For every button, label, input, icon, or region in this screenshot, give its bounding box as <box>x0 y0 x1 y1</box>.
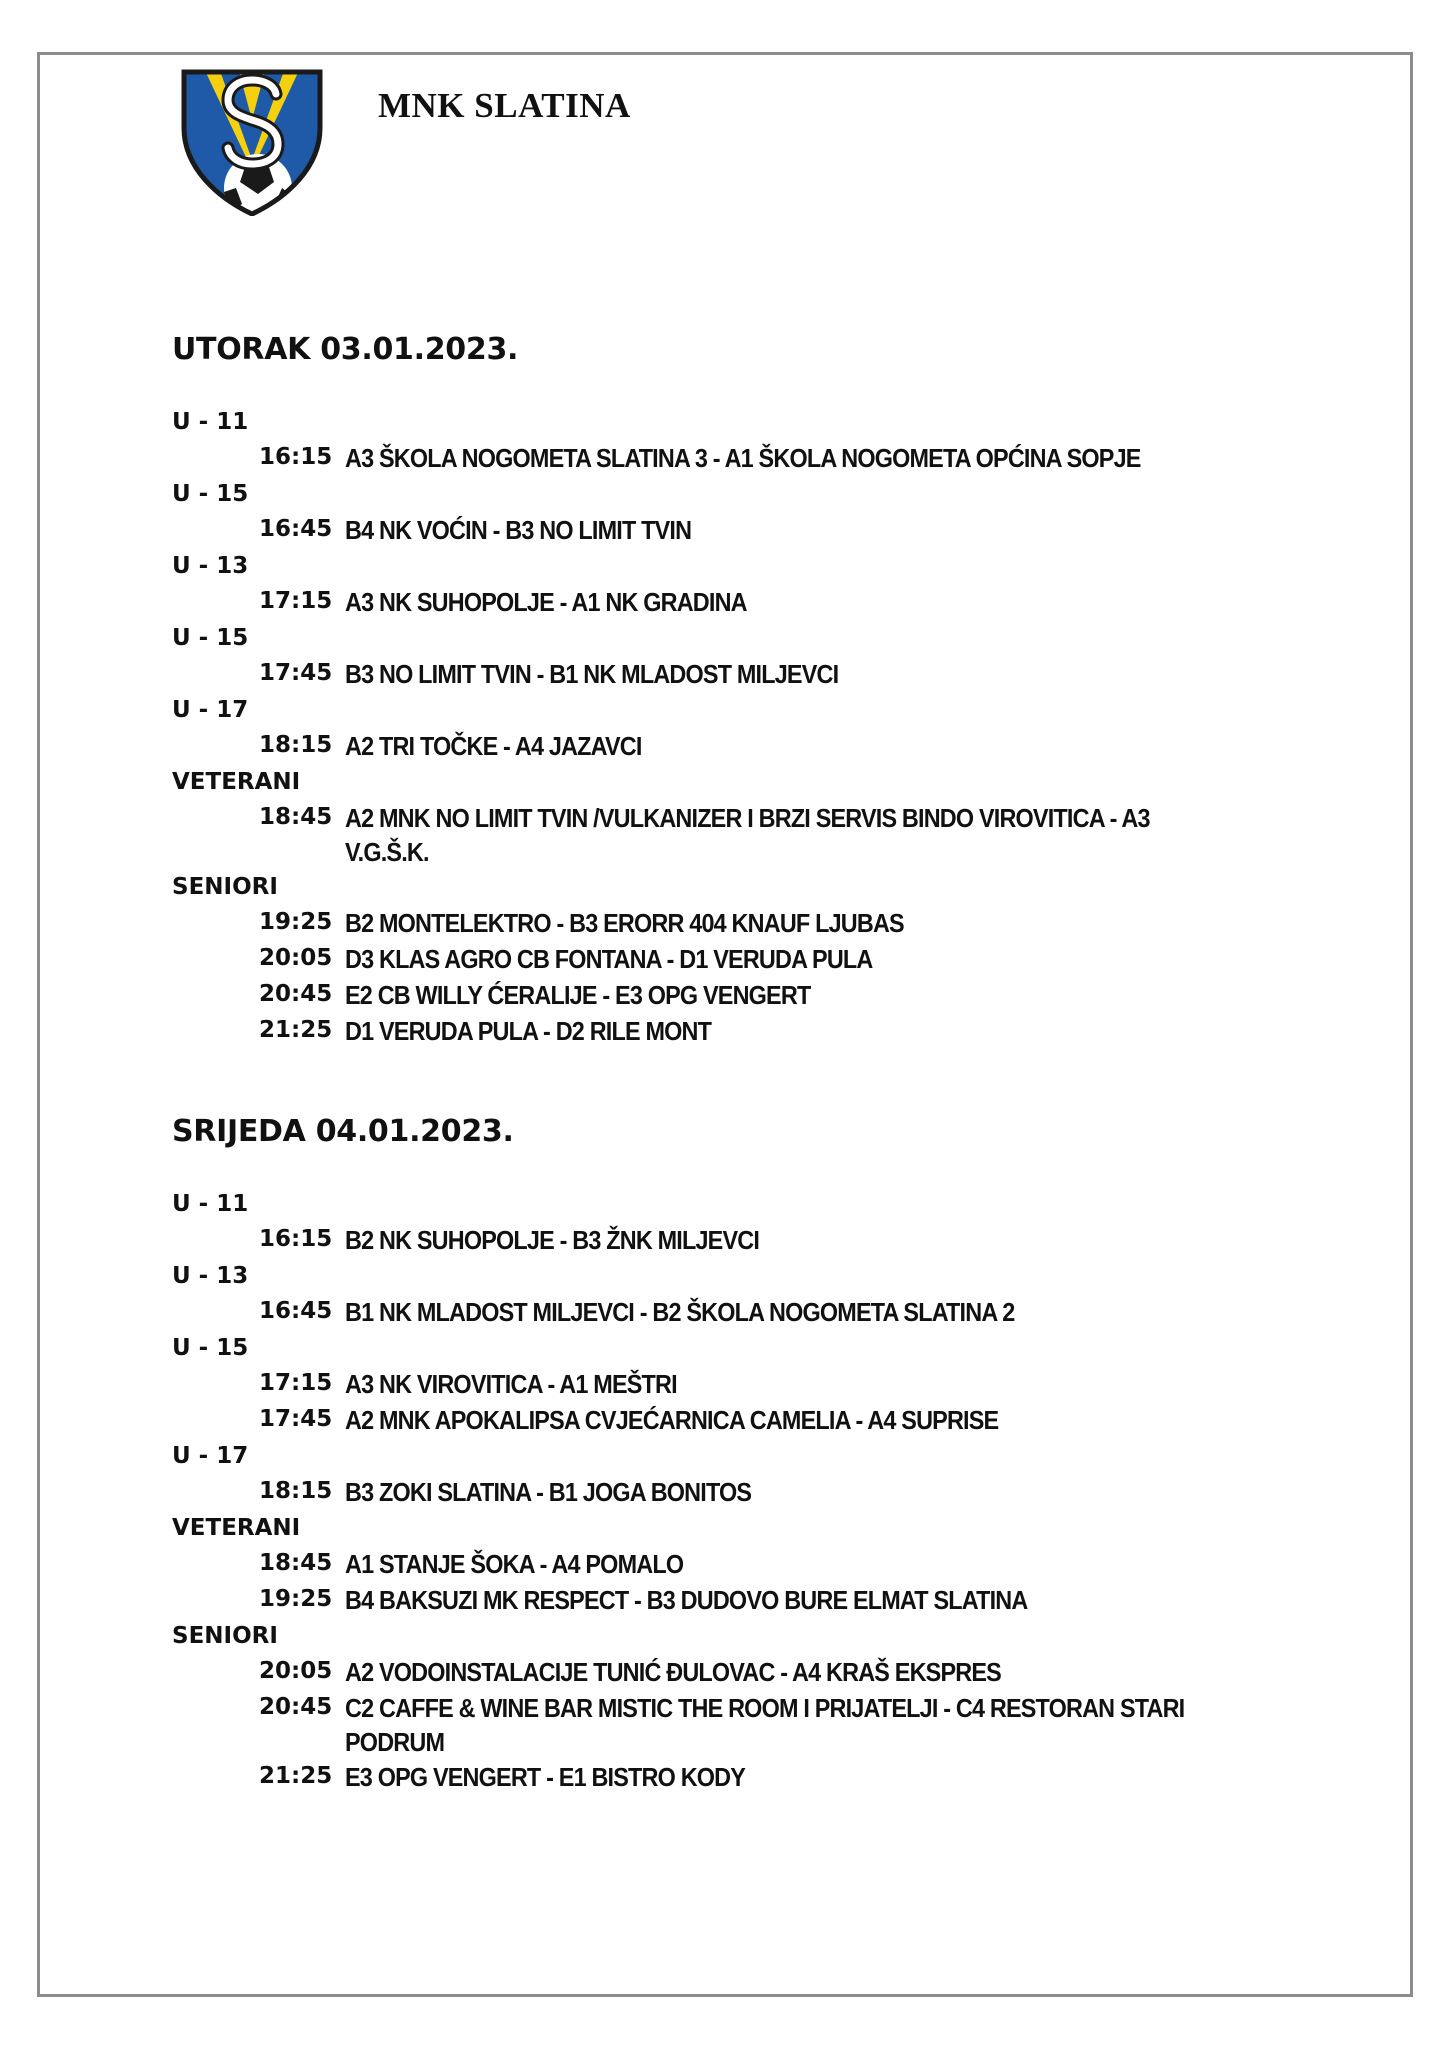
match-time: 18:15 <box>259 1478 333 1504</box>
match-time: 19:25 <box>259 1586 333 1612</box>
day-heading: UTORAK 03.01.2023. <box>172 332 519 367</box>
match-teams: E3 OPG VENGERT - E1 BISTRO KODY <box>345 1762 746 1792</box>
club-crest-icon <box>178 60 326 216</box>
match-time: 16:45 <box>259 1298 333 1324</box>
match-teams: B2 NK SUHOPOLJE - B3 ŽNK MILJEVCI <box>345 1225 760 1255</box>
day-schedule-tuesday <box>172 332 1312 1049</box>
match-time: 20:45 <box>259 1694 333 1720</box>
category-label: VETERANI <box>172 1515 301 1541</box>
match-time: 21:25 <box>259 1017 333 1043</box>
category-label: U - 15 <box>172 1335 249 1361</box>
match-time: 16:45 <box>259 516 333 542</box>
match-time: 20:45 <box>259 981 333 1007</box>
match-teams: D3 KLAS AGRO CB FONTANA - D1 VERUDA PULA <box>345 944 873 974</box>
match-row <box>172 800 1312 869</box>
match-time: 18:45 <box>259 804 333 830</box>
category-label: U - 11 <box>172 1191 249 1217</box>
match-time: 17:45 <box>259 1406 333 1432</box>
match-teams: A1 STANJE ŠOKA - A4 POMALO <box>345 1549 684 1579</box>
match-time: 17:15 <box>259 588 333 614</box>
match-row <box>172 1366 1312 1402</box>
match-row <box>172 905 1312 941</box>
category-label: U - 13 <box>172 1263 249 1289</box>
match-teams: B3 ZOKI SLATINA - B1 JOGA BONITOS <box>345 1477 752 1507</box>
match-row <box>172 977 1312 1013</box>
match-row <box>172 1474 1312 1510</box>
match-row <box>172 1402 1312 1438</box>
match-time: 16:15 <box>259 444 333 470</box>
category-label: U - 15 <box>172 625 249 651</box>
match-teams: B4 NK VOĆIN - B3 NO LIMIT TVIN <box>345 515 692 545</box>
match-time: 20:05 <box>259 945 333 971</box>
category-label: U - 17 <box>172 697 249 723</box>
match-teams: A2 TRI TOČKE - A4 JAZAVCI <box>345 731 642 761</box>
match-time: 20:05 <box>259 1658 333 1684</box>
match-teams: B3 NO LIMIT TVIN - B1 NK MLADOST MILJEVCI <box>345 659 839 689</box>
match-teams: C2 CAFFE & WINE BAR MISTIC THE ROOM I PRIJATELJI - C4 RESTORAN STARI PODRUM <box>345 1693 1185 1757</box>
match-time: 16:15 <box>259 1226 333 1252</box>
match-row <box>172 941 1312 977</box>
match-time: 17:15 <box>259 1370 333 1396</box>
match-row <box>172 512 1312 548</box>
category-label: U - 11 <box>172 409 249 435</box>
match-teams: A2 MNK NO LIMIT TVIN /VULKANIZER I BRZI SERVIS BINDO VIROVITICA - A3 V.G.Š.K. <box>345 803 1150 867</box>
match-teams: B1 NK MLADOST MILJEVCI - B2 ŠKOLA NOGOMETA SLATINA 2 <box>345 1297 1015 1327</box>
match-teams: A3 ŠKOLA NOGOMETA SLATINA 3 - A1 ŠKOLA NOGOMETA OPĆINA SOPJE <box>345 443 1141 473</box>
match-time: 17:45 <box>259 660 333 686</box>
match-row <box>172 440 1312 476</box>
match-row <box>172 728 1312 764</box>
match-teams: A3 NK VIROVITICA - A1 MEŠTRI <box>345 1369 677 1399</box>
match-row <box>172 1546 1312 1582</box>
match-row <box>172 656 1312 692</box>
category-label: U - 15 <box>172 481 249 507</box>
match-row <box>172 584 1312 620</box>
match-row <box>172 1759 1312 1795</box>
category-label: VETERANI <box>172 769 301 795</box>
day-heading: SRIJEDA 04.01.2023. <box>172 1114 514 1149</box>
match-teams: B2 MONTELEKTRO - B3 ERORR 404 KNAUF LJUBAS <box>345 908 904 938</box>
match-teams: B4 BAKSUZI MK RESPECT - B3 DUDOVO BURE ELMAT SLATINA <box>345 1585 1028 1615</box>
category-label: SENIORI <box>172 1623 278 1649</box>
match-row <box>172 1690 1312 1759</box>
match-row <box>172 1294 1312 1330</box>
match-teams: A3 NK SUHOPOLJE - A1 NK GRADINA <box>345 587 747 617</box>
match-row <box>172 1222 1312 1258</box>
category-label: U - 13 <box>172 553 249 579</box>
category-label: SENIORI <box>172 874 278 900</box>
match-teams: E2 CB WILLY ĆERALIJE - E3 OPG VENGERT <box>345 980 811 1010</box>
match-time: 18:45 <box>259 1550 333 1576</box>
match-row <box>172 1013 1312 1049</box>
club-name: MNK SLATINA <box>378 86 631 125</box>
match-teams: A2 VODOINSTALACIJE TUNIĆ ĐULOVAC - A4 KRAŠ EKSPRES <box>345 1657 1001 1687</box>
match-teams: A2 MNK APOKALIPSA CVJEĆARNICA CAMELIA - A4 SUPRISE <box>345 1405 999 1435</box>
category-label: U - 17 <box>172 1443 249 1469</box>
match-teams: D1 VERUDA PULA - D2 RILE MONT <box>345 1016 712 1046</box>
match-time: 21:25 <box>259 1763 333 1789</box>
match-row <box>172 1654 1312 1690</box>
day-schedule-wednesday <box>172 1114 1312 1795</box>
match-time: 18:15 <box>259 732 333 758</box>
match-row <box>172 1582 1312 1618</box>
match-time: 19:25 <box>259 909 333 935</box>
